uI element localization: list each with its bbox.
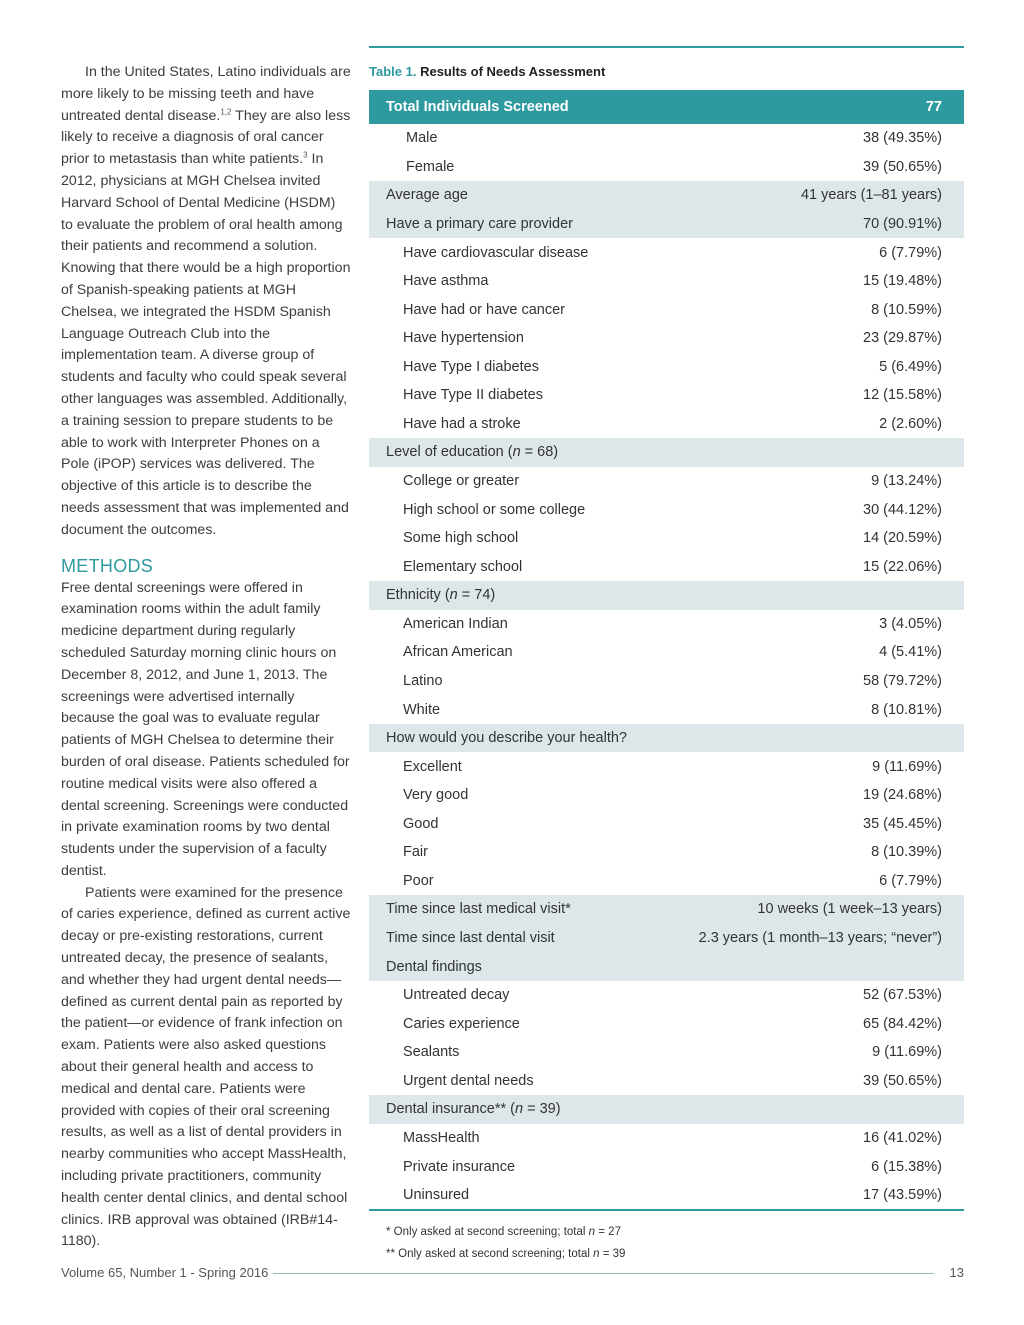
row-label: Latino (403, 672, 443, 689)
citation-ref-2: 3 (303, 150, 308, 160)
table-row (369, 752, 964, 781)
table-row (369, 867, 964, 896)
row-value: 12 (15.58%) (863, 387, 942, 404)
row-value: 3 (4.05%) (879, 615, 942, 632)
footnote-2 (386, 1243, 964, 1265)
table-row (369, 467, 964, 496)
results-table-body (369, 90, 964, 1209)
row-value: 4 (5.41%) (879, 644, 942, 661)
row-value: 6 (7.79%) (879, 872, 942, 889)
row-value: 16 (41.02%) (863, 1129, 942, 1146)
table-row (369, 410, 964, 439)
row-value (662, 581, 964, 610)
methods-paragraph-2: Patients were examined for the presence of caries experience, defined as current active decay or pre-existing restorations, current untreated decay, the presence of sealants, and whether they had urgent dental needs—defined as current dental pain as reported by the patient—or evidence of frank infection on exam. Patients were also asked questions about their general health and access to medical and dental care. Patients were provided with copies of their oral screening results, as well as a list of dental providers in nearby communities who accept MassHealth, including private practitioners, community health center dental clinics, and dental school clinics. IRB approval was obtained (IRB#14-1180). (61, 884, 351, 1250)
row-label: Female (406, 158, 455, 175)
row-label: Have a primary care provider (369, 210, 662, 239)
row-label: Have asthma (403, 273, 489, 290)
row-label: Elementary school (403, 558, 523, 575)
row-value: 39 (50.65%) (863, 1072, 942, 1089)
row-value: 9 (11.69%) (872, 1044, 942, 1061)
row-value: 10 weeks (1 week–13 years) (662, 895, 964, 924)
row-value: 2.3 years (1 month–13 years; “never”) (662, 924, 964, 953)
results-table-block (369, 46, 964, 1265)
row-value (662, 952, 964, 981)
row-label: College or greater (403, 473, 520, 490)
row-value (662, 438, 964, 467)
table-row (369, 1067, 964, 1096)
page-footer (61, 1265, 964, 1283)
row-value (662, 724, 964, 753)
table-row (369, 924, 964, 953)
row-label-text: Dental insurance** ( (386, 1101, 515, 1118)
issue-info: Volume 65, Number 1 - Spring 2016 (61, 1265, 269, 1280)
row-value: 15 (22.06%) (863, 558, 942, 575)
row-value: 15 (19.48%) (863, 273, 942, 290)
row-label: Have cardiovascular disease (403, 244, 589, 261)
row-value: 9 (13.24%) (871, 473, 942, 490)
footnote-1 (386, 1221, 964, 1243)
methods-paragraph-1: Free dental screenings were offered in examination rooms within the adult family medicine department during regularly scheduled Saturday morning clinic hours on December 8, 2012, and June 1, 2013. The screenings were advertised internally because the goal was to evaluate regular patients of MGH Chelsea to determine their burden of oral disease. Patients scheduled for routine medical visits were also offered a dental screening. Screenings were conducted in private examination rooms by two dental students under the supervision of a faculty dentist. (61, 579, 350, 879)
table-row (369, 1124, 964, 1153)
table-number: Table 1. (369, 64, 417, 79)
left-column (61, 62, 351, 1253)
table-row (369, 267, 964, 296)
row-value: 30 (44.12%) (863, 501, 942, 518)
table-row (369, 524, 964, 553)
table-row (369, 238, 964, 267)
table-row (369, 124, 964, 153)
table-row (369, 667, 964, 696)
table-row (369, 1152, 964, 1181)
row-value: 8 (10.81%) (871, 701, 942, 718)
row-label (369, 581, 662, 610)
row-label (369, 1095, 662, 1124)
row-label: MassHealth (403, 1129, 480, 1146)
table-row (369, 438, 964, 467)
row-label: How would you describe your health? (369, 724, 662, 753)
intro-text (61, 62, 351, 542)
table-row (369, 781, 964, 810)
row-value: 65 (84.42%) (863, 1015, 942, 1032)
table-row (369, 181, 964, 210)
table-row (369, 381, 964, 410)
row-label: Urgent dental needs (403, 1072, 534, 1089)
footer-rule (273, 1273, 934, 1274)
table-caption (369, 64, 964, 85)
table-row (369, 495, 964, 524)
row-label: Good (403, 815, 439, 832)
table-header-row (369, 90, 964, 124)
row-label: Time since last dental visit (369, 924, 662, 953)
row-label: Excellent (403, 758, 462, 775)
row-value: 6 (15.38%) (871, 1158, 942, 1175)
row-label: Time since last medical visit* (369, 895, 662, 924)
table-header-value: 77 (662, 90, 964, 124)
footnote-1-n: n (588, 1226, 596, 1239)
table-row (369, 353, 964, 382)
row-value: 19 (24.68%) (863, 787, 942, 804)
row-value: 70 (90.91%) (662, 210, 964, 239)
intro-paragraph (61, 62, 351, 542)
row-value: 9 (11.69%) (872, 758, 942, 775)
table-row (369, 1009, 964, 1038)
intro-text-b: They are also less likely to receive a diagnosis of oral cancer prior to metastasis than white patients. (61, 107, 351, 168)
table-row (369, 210, 964, 239)
table-footnotes (369, 1221, 964, 1265)
row-label (369, 438, 662, 467)
table-top-rule (369, 46, 964, 48)
row-label: Have hypertension (403, 330, 524, 347)
table-row (369, 638, 964, 667)
row-label: Some high school (403, 530, 519, 547)
row-label: Have Type II diabetes (403, 387, 543, 404)
row-label: Caries experience (403, 1015, 520, 1032)
row-label-count: = 74) (457, 587, 496, 604)
table-row (369, 895, 964, 924)
footnote-2-text: ** Only asked at second screening; total (386, 1248, 594, 1261)
row-label: Male (406, 130, 438, 147)
row-label: Fair (403, 844, 428, 861)
row-label: American Indian (403, 615, 508, 632)
row-value: 23 (29.87%) (863, 330, 942, 347)
footnote-1-text: * Only asked at second screening; total (386, 1226, 589, 1239)
row-label-n: n (512, 444, 521, 461)
row-value: 5 (6.49%) (879, 358, 942, 375)
row-value: 2 (2.60%) (879, 415, 942, 432)
row-value: 35 (45.45%) (863, 815, 942, 832)
row-label: Have had or have cancer (403, 301, 566, 318)
row-value: 58 (79.72%) (863, 672, 942, 689)
row-value: 41 years (1–81 years) (662, 181, 964, 210)
results-table (369, 90, 964, 1209)
row-label: Dental findings (369, 952, 662, 981)
row-value: 52 (67.53%) (863, 987, 942, 1004)
table-row (369, 838, 964, 867)
row-value: 8 (10.59%) (871, 301, 942, 318)
methods-heading: METHODS (61, 555, 154, 576)
table-header-label: Total Individuals Screened (369, 90, 662, 124)
table-row (369, 981, 964, 1010)
row-value: 8 (10.39%) (871, 844, 942, 861)
row-label: Have Type I diabetes (403, 358, 539, 375)
row-label-text: Ethnicity ( (386, 587, 450, 604)
table-bottom-rule (369, 1209, 964, 1211)
table-row (369, 1181, 964, 1210)
table-row (369, 581, 964, 610)
table-row (369, 295, 964, 324)
row-label-n: n (514, 1101, 524, 1118)
row-label: Average age (369, 181, 662, 210)
table-row (369, 724, 964, 753)
row-label-text: Level of education ( (386, 444, 513, 461)
footnote-1-total: = 27 (595, 1226, 621, 1239)
row-label-n: n (449, 587, 458, 604)
row-label: Uninsured (403, 1187, 470, 1204)
footnote-2-total: = 39 (599, 1248, 626, 1261)
table-row (369, 552, 964, 581)
row-label-count: = 68) (520, 444, 559, 461)
table-row (369, 695, 964, 724)
row-label: Private insurance (403, 1158, 516, 1175)
row-value (662, 1095, 964, 1124)
row-value: 6 (7.79%) (879, 244, 942, 261)
row-label: African American (403, 644, 513, 661)
table-row (369, 1095, 964, 1124)
table-row (369, 610, 964, 639)
methods-body (61, 578, 351, 1254)
table-title: Results of Needs Assessment (420, 64, 606, 79)
intro-text-c: In 2012, physicians at MGH Chelsea invited Harvard School of Dental Medicine (HSDM) to evaluate the problem of oral health among their patients and recommend a solution. Knowing that there would be a high proportion of Spanish-speaking patients at MGH Chelsea, we integrated the HSDM Spanish Language Outreach Club into the implementation team. A diverse group of students and faculty who could speak several other languages was assembled. Additionally, a training session to prepare students to be able to work with Interpreter Phones on a Pole (iPOP) services was delivered. The objective of this article is to describe the needs assessment that was implemented and document the outcomes. (61, 151, 351, 538)
citation-ref-1: 1,2 (220, 106, 232, 116)
table-row (369, 810, 964, 839)
table-row (369, 153, 964, 182)
row-label: White (403, 701, 441, 718)
row-label: Poor (403, 872, 434, 889)
row-value: 17 (43.59%) (863, 1187, 942, 1204)
footnote-2-n: n (593, 1248, 600, 1261)
row-label: Have had a stroke (403, 415, 521, 432)
row-label: High school or some college (403, 501, 586, 518)
table-row (369, 324, 964, 353)
row-value: 38 (49.35%) (863, 130, 942, 147)
row-label: Sealants (403, 1044, 460, 1061)
table-row (369, 952, 964, 981)
row-label: Very good (403, 787, 469, 804)
row-value: 14 (20.59%) (863, 530, 942, 547)
table-row (369, 1038, 964, 1067)
intro-text-a: In the United States, Latino individuals are more likely to be missing teeth and have untreated dental disease. (61, 64, 351, 124)
row-label-count: = 39) (523, 1101, 561, 1118)
page-number: 13 (949, 1265, 964, 1280)
row-value: 39 (50.65%) (863, 158, 942, 175)
row-label: Untreated decay (403, 987, 510, 1004)
